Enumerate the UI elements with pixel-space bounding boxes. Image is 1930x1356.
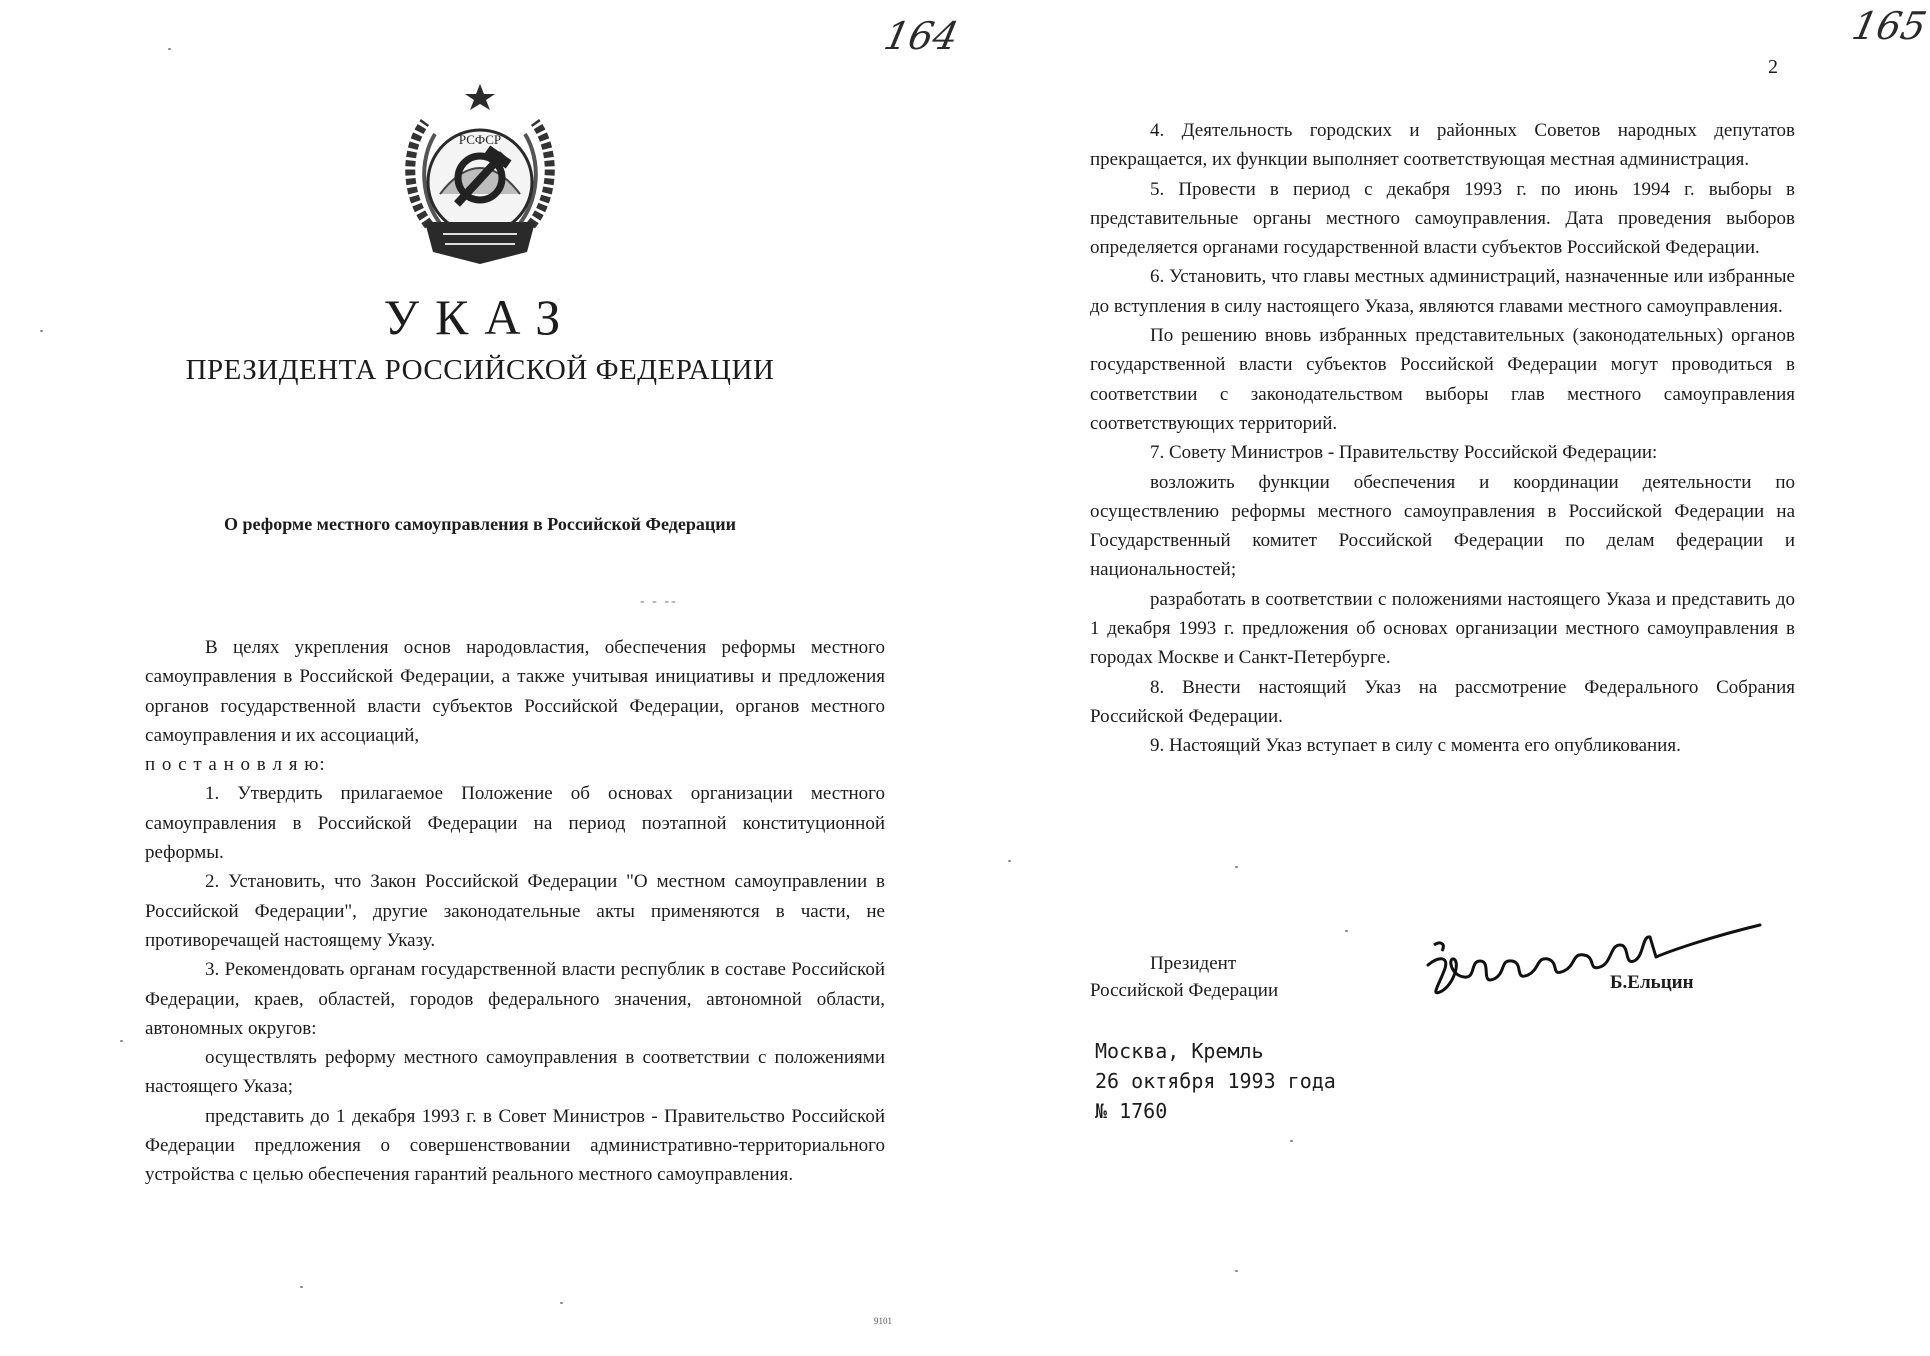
signatory-name: Б.Ельцин bbox=[1610, 972, 1694, 993]
scan-speck bbox=[560, 1302, 563, 1304]
item-7-sub-1: возложить функции обеспечения и координации деятельности по осуществлению реформы местного самоуправления в Российской Федерации на Государственный комитет Российской Федерации по делам федерации и национальностей; bbox=[1090, 471, 1795, 581]
scan-speck bbox=[1345, 930, 1348, 932]
scan-speck bbox=[1235, 866, 1238, 868]
dash-mark: - - -- bbox=[640, 594, 678, 609]
handwritten-page-number: 165 bbox=[1848, 4, 1930, 48]
scan-speck bbox=[40, 330, 43, 332]
date: 26 октября 1993 года bbox=[1095, 1069, 1336, 1093]
signatory-title-line2: Российской Федерации bbox=[1090, 980, 1279, 1001]
right-body bbox=[1090, 116, 1795, 761]
page-number: 2 bbox=[1768, 56, 1778, 78]
item-3-sub-2: представить до 1 декабря 1993 г. в Совет Министров - Правительство Российской Федерации предложения о совершенствовании административно-территориального устройства с целью обеспечения гарантий реального местного самоуправления. bbox=[145, 1105, 885, 1186]
rsfsr-coat-of-arms-icon bbox=[395, 82, 565, 272]
scan-speck bbox=[1235, 1270, 1238, 1272]
footer-mark: 9101 bbox=[874, 1316, 892, 1326]
left-page bbox=[0, 0, 963, 1356]
preamble: В целях укрепления основ народовластия, обеспечения реформы местного самоуправления в Российской Федерации, а также учитывая инициативы и предложения органов государственной власти субъектов Российской Федерации, органов местного самоуправления и их ассоциаций, bbox=[145, 637, 885, 746]
handwritten-page-number: 164 bbox=[880, 14, 963, 58]
scan-speck bbox=[1290, 1140, 1293, 1142]
document-title: УКАЗ bbox=[383, 289, 577, 345]
item-1: 1. Утвердить прилагаемое Положение об основах организации местного самоуправления в Российской Федерации на период поэтапной конституционной реформы. bbox=[145, 783, 885, 864]
place-and-date bbox=[1095, 1036, 1336, 1126]
item-5: 5. Провести в период с декабря 1993 г. по июнь 1994 г. выборы в представительные органы местного самоуправления. Дата проведения выборов определяется органами государственной власти субъектов Российской Федерации. bbox=[1090, 178, 1795, 259]
item-6: 6. Установить, что главы местных администраций, назначенные или избранные до вступления в силу настоящего Указа, являются главами местного самоуправления. bbox=[1090, 266, 1795, 317]
scan-speck bbox=[300, 1286, 303, 1288]
item-3-sub-1: осуществлять реформу местного самоуправления в соответствии с положениями настоящего Указа; bbox=[145, 1047, 885, 1098]
item-9: 9. Настоящий Указ вступает в силу с момента его опубликования. bbox=[1150, 735, 1681, 757]
document-issuer: ПРЕЗИДЕНТА РОССИЙСКОЙ ФЕДЕРАЦИИ bbox=[185, 354, 775, 386]
scan-speck bbox=[1008, 860, 1011, 862]
document-subject: О реформе местного самоуправления в Российской Федерации bbox=[224, 514, 736, 534]
place: Москва, Кремль bbox=[1095, 1039, 1264, 1063]
item-7-sub-2: разработать в соответствии с положениями настоящего Указа и представить до 1 декабря 1993 г. предложения об основах организации местного самоуправления в городах Москве и Санкт-Петербурге. bbox=[1090, 588, 1795, 669]
item-6-paragraph: По решению вновь избранных представительных (законодательных) органов государственной власти субъектов Российской Федерации могут проводиться в соответствии с законодательством выборы глав местного самоуправления соответствующих территорий. bbox=[1090, 325, 1795, 434]
item-8: 8. Внести настоящий Указ на рассмотрение Федерального Собрания Российской Федерации. bbox=[1090, 676, 1795, 727]
right-page bbox=[960, 0, 1930, 1356]
handwritten-signature-icon bbox=[1420, 905, 1790, 1015]
item-4: 4. Деятельность городских и районных Советов народных депутатов прекращается, их функции выполняет соответствующая местная администрация. bbox=[1090, 120, 1795, 171]
decree-word: п о с т а н о в л я ю: bbox=[145, 754, 326, 776]
scan-speck bbox=[168, 48, 171, 50]
left-body bbox=[145, 633, 885, 1190]
signatory-title-line1: Президент bbox=[1150, 953, 1237, 974]
signatory-title bbox=[1090, 950, 1278, 1004]
item-3: 3. Рекомендовать органам государственной власти республик в составе Российской Федерации, краев, областей, городов федерального значения, автономной области, автономных округов: bbox=[145, 959, 885, 1039]
item-7: 7. Совету Министров - Правительству Российской Федерации: bbox=[1150, 442, 1658, 464]
decree-number: № 1760 bbox=[1095, 1099, 1168, 1123]
emblem-text: РСФСР bbox=[458, 132, 502, 147]
scan-speck bbox=[120, 1040, 123, 1042]
item-2: 2. Установить, что Закон Российской Федерации "О местном самоуправлении в Российской Федерации", другие законодательные акты применяются в части, не противоречащей настоящему Указу. bbox=[145, 871, 885, 951]
